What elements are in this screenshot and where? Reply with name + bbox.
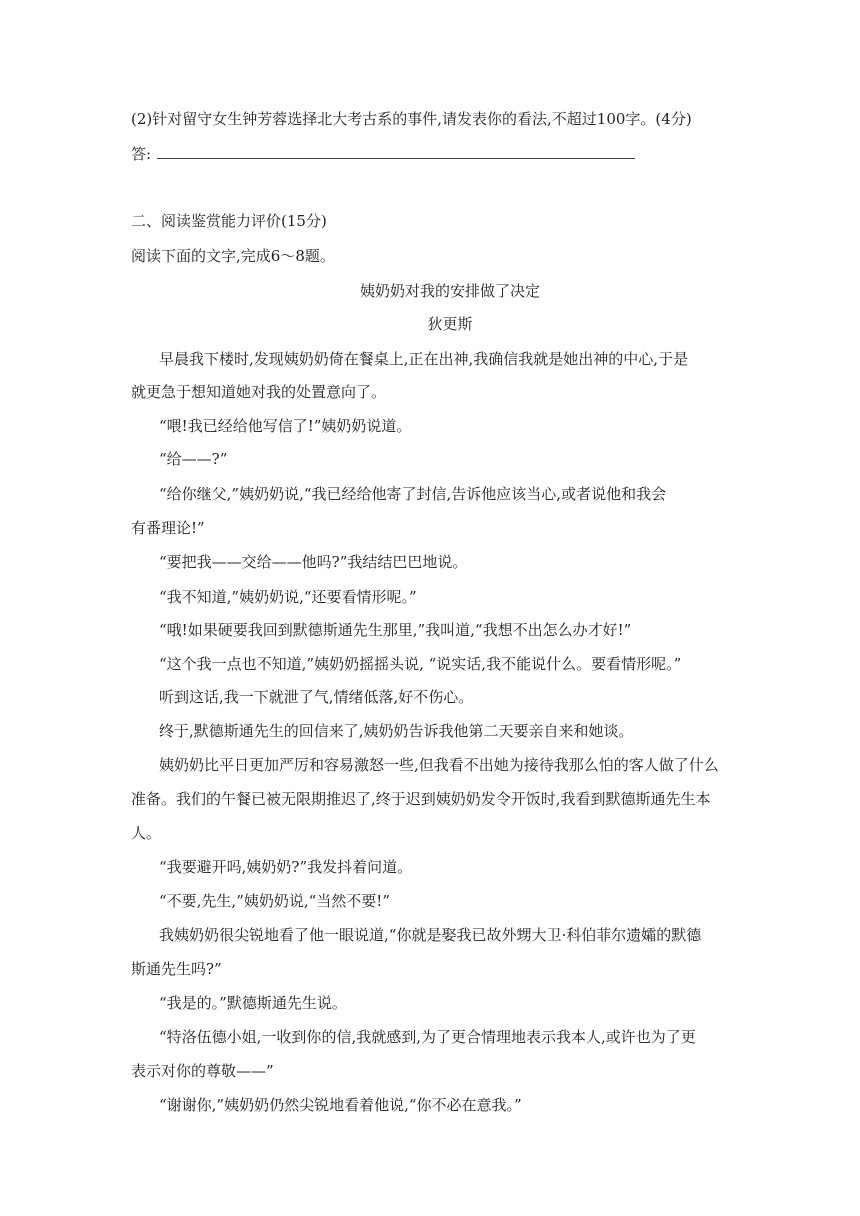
answer-line	[131, 144, 731, 164]
paragraph-line: 准备。我们的午餐已被无限期推迟了,终于迟到姨奶奶发令开饭时,我看到默德斯通先生本	[131, 790, 711, 808]
section-heading: 二、阅读鉴赏能力评价(15分)	[131, 212, 327, 230]
paragraph-line: 表示对你的尊敬——”	[131, 1062, 274, 1080]
paragraph-line: “谢谢你,”姨奶奶仍然尖锐地看着他说,“你不必在意我。”	[159, 1096, 522, 1114]
question-prompt: (2)针对留守女生钟芳蓉选择北大考古系的事件,请发表你的看法,不超过100字。(4分)	[131, 110, 692, 128]
paragraph-line: “要把我——交给——他吗?”我结结巴巴地说。	[159, 553, 468, 571]
paragraph-line: “不要,先生,”姨奶奶说,“当然不要!”	[159, 892, 391, 910]
paragraph-line: 我姨奶奶很尖锐地看了他一眼说道,“你就是娶我已故外甥大卫·科伯菲尔遗孀的默德	[159, 926, 702, 944]
paragraph-line: “我是的。”默德斯通先生说。	[159, 994, 347, 1012]
paragraph-line: 就更急于想知道她对我的处置意向了。	[131, 383, 387, 401]
paragraph-line: “这个我一点也不知道,”姨奶奶摇摇头说, “说实话,我不能说什么。要看情形呢。”	[159, 655, 682, 673]
answer-label: 答:	[131, 145, 152, 163]
paragraph-line: 有番理论!”	[131, 519, 205, 537]
paragraph-line: 姨奶奶比平日更加严厉和容易激怒一些,但我看不出她为接待我那么怕的客人做了什么	[159, 756, 719, 774]
article-author: 狄更斯	[427, 315, 473, 333]
paragraph-line: “哦!如果硬要我回到默德斯通先生那里,”我叫道,“我想不出怎么办才好!”	[159, 621, 632, 639]
paragraph-line: “给——?”	[159, 450, 228, 468]
article-title: 姨奶奶对我的安排做了决定	[359, 282, 540, 300]
answer-blank[interactable]	[157, 146, 635, 159]
paragraph-line: 斯通先生吗?”	[131, 960, 222, 978]
section-instruction: 阅读下面的文字,完成6～8题。	[131, 247, 335, 265]
paragraph-line: “特洛伍德小姐,一收到你的信,我就感到,为了更合情理地表示我本人,或许也为了更	[159, 1028, 696, 1046]
paragraph-line: “喂!我已经给他写信了!”姨奶奶说道。	[159, 417, 412, 435]
paragraph-line: 听到这话,我一下就泄了气,情绪低落,好不伤心。	[159, 688, 474, 706]
paragraph-line: 人。	[131, 824, 162, 842]
paragraph-line: 早晨我下楼时,发现姨奶奶倚在餐桌上,正在出神,我确信我就是她出神的中心,于是	[159, 350, 689, 368]
paragraph-line: “我不知道,”姨奶奶说,“还要看情形呢。”	[159, 588, 417, 606]
paragraph-line: “给你继父,”姨奶奶说,“我已经给他寄了封信,告诉他应该当心,或者说他和我会	[159, 485, 667, 503]
paragraph-line: “我要避开吗,姨奶奶?”我发抖着问道。	[159, 858, 413, 876]
paragraph-line: 终于,默德斯通先生的回信来了,姨奶奶告诉我他第二天要亲自来和她谈。	[159, 722, 634, 740]
